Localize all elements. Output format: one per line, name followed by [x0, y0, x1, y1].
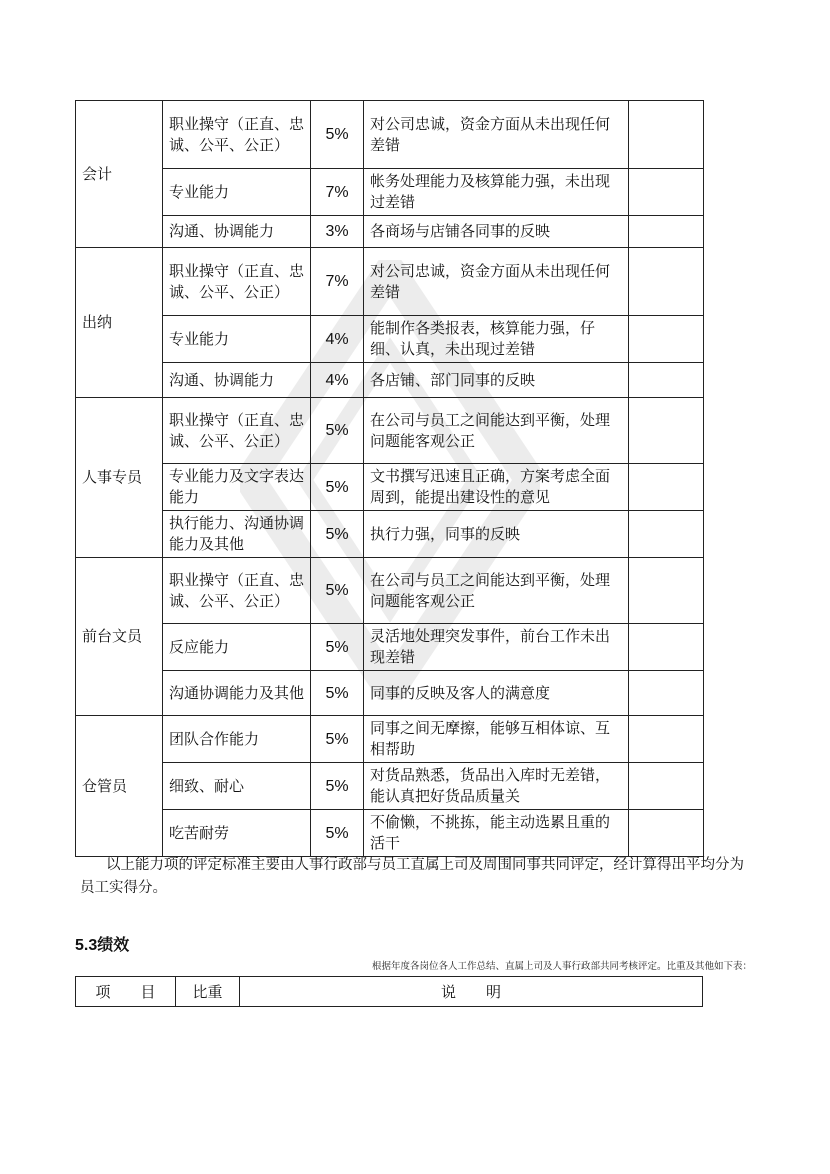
desc-cell: 对货品熟悉，货品出入库时无差错，能认真把好货品质量关 [364, 763, 629, 810]
header-desc: 说 明 [240, 977, 703, 1007]
role-cell: 出纳 [76, 248, 163, 398]
table-row [76, 101, 704, 169]
weight-cell: 7% [311, 248, 364, 316]
blank-cell [629, 316, 704, 363]
table-row [76, 763, 704, 810]
weight-cell: 5% [311, 671, 364, 716]
blank-cell [629, 511, 704, 558]
item-cell: 职业操守（正直、忠诚、公平、公正） [163, 101, 311, 169]
blank-cell [629, 464, 704, 511]
desc-cell: 在公司与员工之间能达到平衡，处理问题能客观公正 [364, 398, 629, 464]
blank-cell [629, 169, 704, 216]
table-row [76, 716, 704, 763]
desc-cell: 对公司忠诚，资金方面从未出现任何差错 [364, 248, 629, 316]
performance-table [75, 976, 703, 1007]
role-cell: 前台文员 [76, 558, 163, 716]
table-row [76, 558, 704, 624]
weight-cell: 7% [311, 169, 364, 216]
item-cell: 沟通、协调能力 [163, 216, 311, 248]
header-item: 项 目 [76, 977, 176, 1007]
desc-cell: 执行力强，同事的反映 [364, 511, 629, 558]
item-cell: 职业操守（正直、忠诚、公平、公正） [163, 248, 311, 316]
item-cell: 专业能力 [163, 169, 311, 216]
desc-cell: 不偷懒，不挑拣，能主动选累且重的活干 [364, 810, 629, 857]
blank-cell [629, 248, 704, 316]
blank-cell [629, 810, 704, 857]
weight-cell: 5% [311, 101, 364, 169]
desc-cell: 灵活地处理突发事件，前台工作未出现差错 [364, 624, 629, 671]
desc-cell: 同事的反映及客人的满意度 [364, 671, 629, 716]
weight-cell: 4% [311, 363, 364, 398]
item-cell: 沟通协调能力及其他 [163, 671, 311, 716]
weight-cell: 5% [311, 398, 364, 464]
table-row [76, 671, 704, 716]
blank-cell [629, 558, 704, 624]
item-cell: 专业能力 [163, 316, 311, 363]
desc-cell: 同事之间无摩擦，能够互相体谅、互相帮助 [364, 716, 629, 763]
item-cell: 职业操守（正直、忠诚、公平、公正） [163, 398, 311, 464]
table-row [76, 398, 704, 464]
blank-cell [629, 216, 704, 248]
section-title: 5.3绩效 [75, 937, 130, 954]
role-cell: 人事专员 [76, 398, 163, 558]
item-cell: 反应能力 [163, 624, 311, 671]
table-row [76, 316, 704, 363]
weight-cell: 5% [311, 511, 364, 558]
role-cell: 仓管员 [76, 716, 163, 857]
item-cell: 沟通、协调能力 [163, 363, 311, 398]
desc-cell: 能制作各类报表，核算能力强，仔细、认真，未出现过差错 [364, 316, 629, 363]
weight-cell: 5% [311, 716, 364, 763]
evaluation-note: 以上能力项的评定标准主要由人事行政部与员工直属上司及周围同事共同评定，经计算得出平均分为员工实得分。 [80, 857, 744, 896]
table-row [76, 248, 704, 316]
table-row [76, 169, 704, 216]
section-subnote: 根据年度各岗位各人工作总结、直属上司及人事行政部共同考核评定。比重及其他如下表： [371, 961, 752, 972]
desc-cell: 在公司与员工之间能达到平衡，处理问题能客观公正 [364, 558, 629, 624]
table-row [76, 363, 704, 398]
table-row [76, 464, 704, 511]
table-row [76, 624, 704, 671]
item-cell: 专业能力及文字表达能力 [163, 464, 311, 511]
weight-cell: 5% [311, 558, 364, 624]
weight-cell: 5% [311, 464, 364, 511]
weight-cell: 5% [311, 624, 364, 671]
item-cell: 细致、耐心 [163, 763, 311, 810]
weight-cell: 5% [311, 763, 364, 810]
blank-cell [629, 624, 704, 671]
desc-cell: 对公司忠诚，资金方面从未出现任何差错 [364, 101, 629, 169]
blank-cell [629, 716, 704, 763]
blank-cell [629, 398, 704, 464]
blank-cell [629, 671, 704, 716]
weight-cell: 5% [311, 810, 364, 857]
header-weight: 比重 [176, 977, 240, 1007]
item-cell: 执行能力、沟通协调能力及其他 [163, 511, 311, 558]
item-cell: 职业操守（正直、忠诚、公平、公正） [163, 558, 311, 624]
desc-cell: 各商场与店铺各同事的反映 [364, 216, 629, 248]
role-cell: 会计 [76, 101, 163, 248]
table-row [76, 511, 704, 558]
competency-table [75, 100, 704, 857]
table-row [76, 810, 704, 857]
desc-cell: 各店铺、部门同事的反映 [364, 363, 629, 398]
table-header-row [76, 977, 703, 1007]
blank-cell [629, 101, 704, 169]
weight-cell: 4% [311, 316, 364, 363]
blank-cell [629, 363, 704, 398]
item-cell: 团队合作能力 [163, 716, 311, 763]
blank-cell [629, 763, 704, 810]
weight-cell: 3% [311, 216, 364, 248]
table-row [76, 216, 704, 248]
item-cell: 吃苦耐劳 [163, 810, 311, 857]
desc-cell: 文书撰写迅速且正确，方案考虑全面周到，能提出建设性的意见 [364, 464, 629, 511]
desc-cell: 帐务处理能力及核算能力强，未出现过差错 [364, 169, 629, 216]
